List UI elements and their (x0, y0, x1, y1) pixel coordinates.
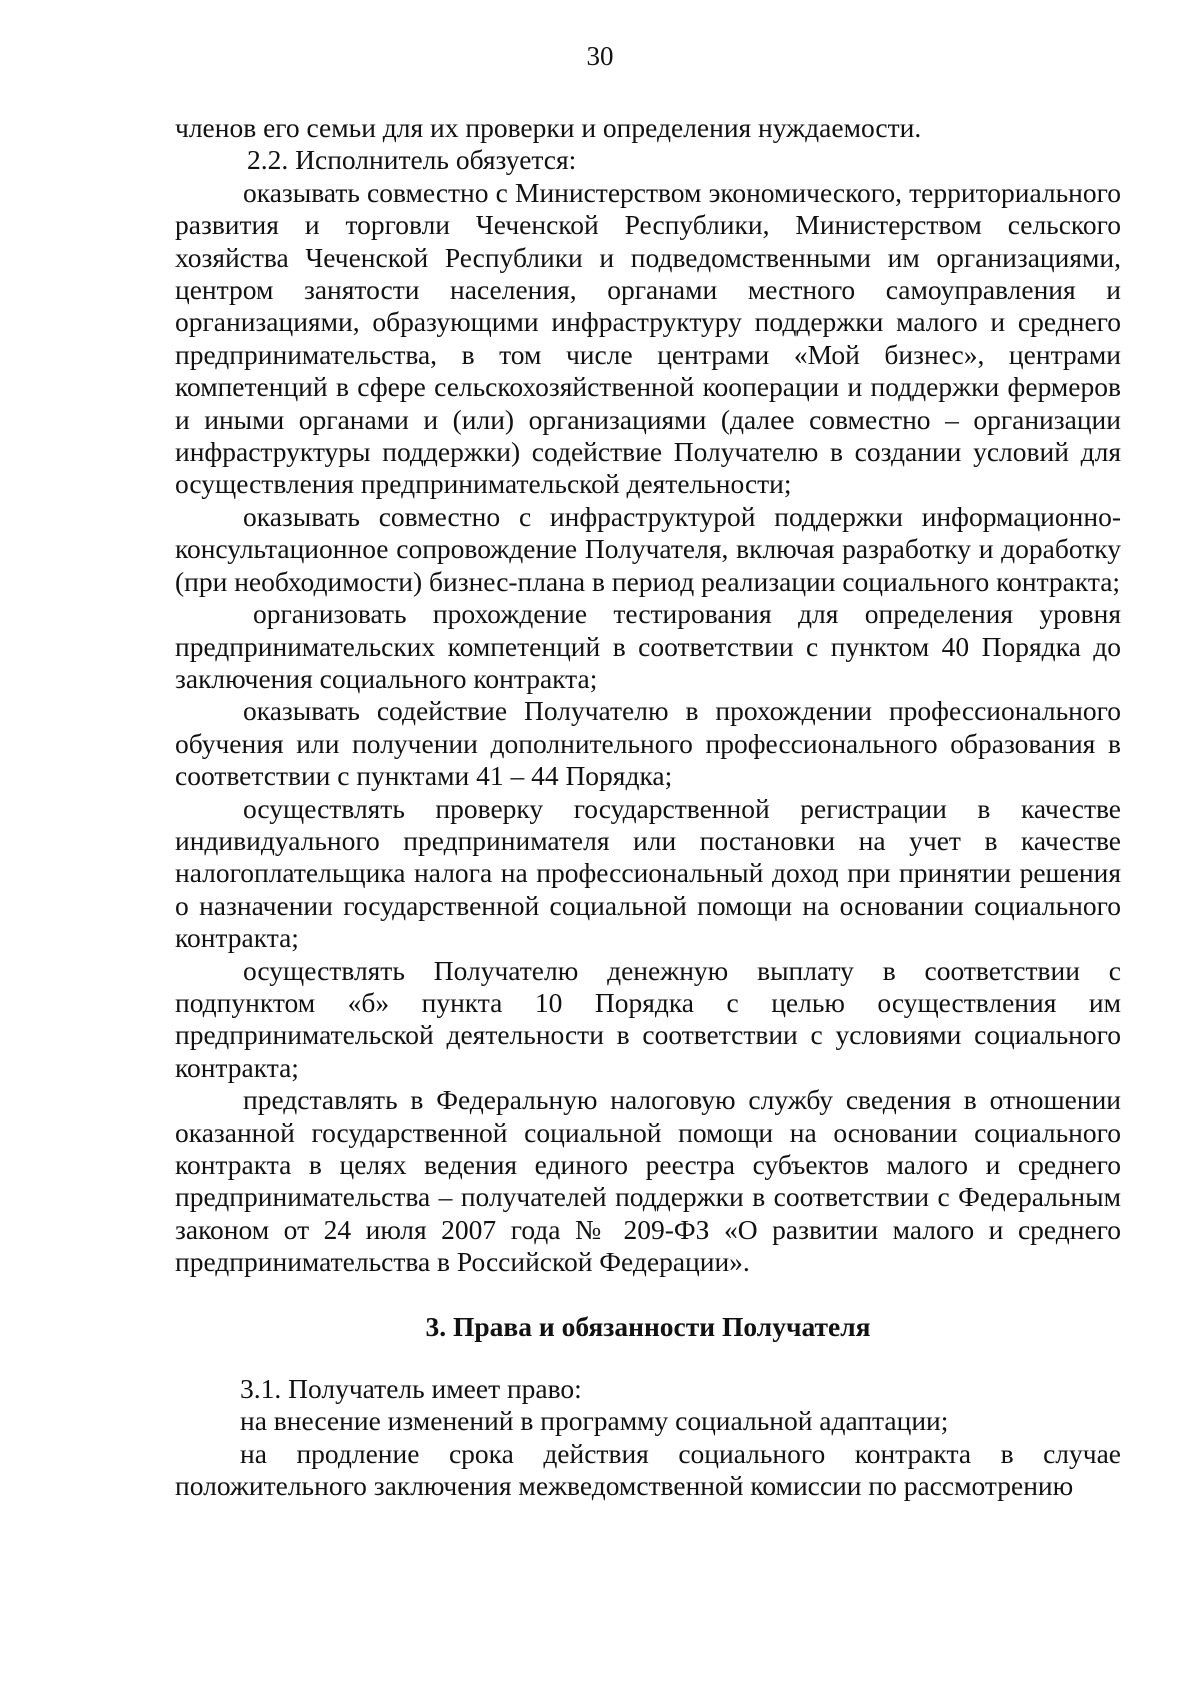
paragraph-tax-service: представлять в Федеральную налоговую службу сведения в отношении оказанной государственной социальной помощи на основании социального контракта в целях ведения единого реестра субъектов малого и среднего предпринимательства – получателей поддержки в соответствии с Федеральным законом от 24 июля 2007 года № 209-ФЗ «О развитии малого и среднего предпринимательства в Российской Федерации». (175, 1084, 1121, 1278)
clause-3-1-title: 3.1. Получатель имеет право: (240, 1373, 582, 1405)
paragraph-training: оказывать содействие Получателю в прохождении профессионального обучения или получении дополнительного профессионального образования в соответствии с пунктами 41 – 44 Порядка; (175, 695, 1121, 792)
paragraph-assistance: оказывать совместно с Министерством экономического, территориального развития и торговли Чеченской Республики, Министерством сельского хозяйства Чеченской Республики и подведомственными им организациями, центром занятости населения, органами местного самоуправления и организациями, образующими инфраструктуру поддержки малого и среднего предпринимательства, в том числе центрами «Мой бизнес», центрами компетенций в сфере сельскохозяйственной кооперации и поддержки фермеров и иными органами и (или) организациями (далее совместно – организации инфраструктуры поддержки) содействие Получателю в создании условий для осуществления предпринимательской деятельности; (175, 176, 1121, 500)
document-body (175, 112, 1121, 1503)
paragraph-program-changes: на внесение изменений в программу социальной адаптации; (240, 1405, 949, 1437)
clause-2-2-title: 2.2. Исполнитель обязуется: (247, 144, 577, 176)
paragraph-registration-check: осуществлять проверку государственной регистрации в качестве индивидуального предпринимателя или постановки на учет в качестве налогоплательщика налога на профессиональный доход при принятии решения о назначении государственной социальной помощи на основании социального контракта; (175, 792, 1121, 954)
paragraph-testing: организовать прохождение тестирования для определения уровня предпринимательских компетенций в соответствии с пунктом 40 Порядка до заключения социального контракта; (175, 598, 1121, 694)
page-number: 30 (586, 41, 614, 71)
paragraph-payment: осуществлять Получателю денежную выплату в соответствии с подпунктом «б» пункта 10 Порядка с целью осуществления им предпринимательской деятельности в соответствии с условиями социального контракта; (175, 954, 1121, 1083)
section-3-heading: 3. Права и обязанности Получателя (425, 1310, 871, 1342)
paragraph-continuation: членов его семьи для их проверки и определения нуждаемости. (175, 112, 922, 143)
paragraph-extension: на продление срока действия социального контракта в случае положительного заключения межведомственной комиссии по рассмотрению (175, 1437, 1121, 1502)
paragraph-consulting: оказывать совместно с инфраструктурой поддержки информационно-консультационное сопровождение Получателя, включая разработку и доработку (при необходимости) бизнес-плана в период реализации социального контракта; (175, 500, 1121, 597)
